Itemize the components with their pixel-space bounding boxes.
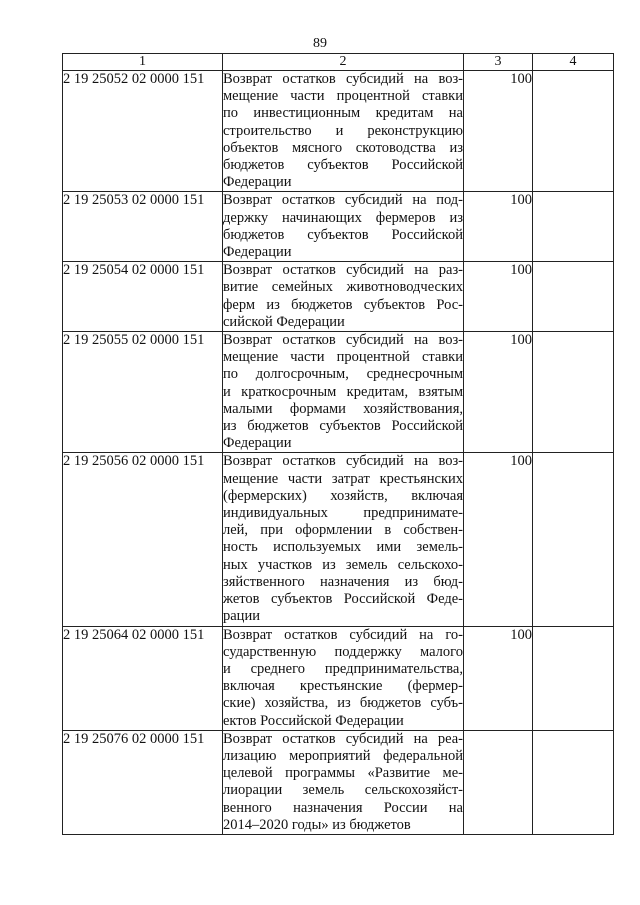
page-number: 89 <box>313 36 327 51</box>
description-line: ных участков из земель сельскохо- <box>223 556 463 573</box>
description-line: сударственную поддержку малого <box>223 643 463 660</box>
description-line: целевой программы «Развитие ме- <box>223 765 463 782</box>
column-4-cell <box>533 71 614 192</box>
table-row <box>63 730 614 834</box>
column-4-cell <box>533 626 614 730</box>
description-line: держку начинающих фермеров из <box>223 209 463 226</box>
description-line: по инвестиционным кредитам на <box>223 105 463 122</box>
description-line: лей, при оформлении в собствен- <box>223 522 463 539</box>
description-line: (фермерских) хозяйств, включая <box>223 487 463 504</box>
budget-code-cell: 2 19 25053 02 0000 151 <box>63 192 223 262</box>
table-header <box>63 54 614 71</box>
description-line: венного назначения России на <box>223 799 463 816</box>
description-cell <box>223 71 464 192</box>
description-line: Возврат остатков субсидий на воз- <box>223 453 463 470</box>
amount-cell: 100 <box>464 332 533 453</box>
description-line: по долгосрочным, среднесрочным <box>223 366 463 383</box>
description-line: строительство и реконструкцию <box>223 122 463 139</box>
description-line: включая крестьянские (фермер- <box>223 678 463 695</box>
description-line: 2014–2020 годы» из бюджетов <box>223 816 411 833</box>
description-line: Возврат остатков субсидий на под- <box>223 192 463 209</box>
budget-code-cell: 2 19 25055 02 0000 151 <box>63 332 223 453</box>
description-cell <box>223 192 464 262</box>
description-line: Возврат остатков субсидий на воз- <box>223 71 463 87</box>
budget-table <box>62 53 614 835</box>
description-line: Федерации <box>223 435 292 452</box>
column-4-cell <box>533 192 614 262</box>
description-line: мещение части затрат крестьянских <box>223 470 463 487</box>
table-row <box>63 453 614 626</box>
amount-cell <box>464 730 533 834</box>
description-line: объектов мясного скотоводства из <box>223 139 463 156</box>
table-body <box>63 71 614 835</box>
description-line: и краткосрочным кредитам, взятым <box>223 383 463 400</box>
description-cell <box>223 332 464 453</box>
description-line: лизацию мероприятий федеральной <box>223 747 463 764</box>
description-line: Федерации <box>223 244 292 261</box>
description-line: бюджетов субъектов Российской <box>223 226 463 243</box>
amount-cell: 100 <box>464 192 533 262</box>
budget-code-cell: 2 19 25064 02 0000 151 <box>63 626 223 730</box>
budget-code-cell: 2 19 25052 02 0000 151 <box>63 71 223 192</box>
table-row <box>63 332 614 453</box>
description-cell <box>223 262 464 332</box>
header-col-1: 1 <box>63 54 223 71</box>
description-line: Федерации <box>223 174 292 191</box>
description-line: ектов Российской Федерации <box>223 712 404 729</box>
table-row <box>63 71 614 192</box>
header-col-2: 2 <box>223 54 464 71</box>
description-line: рации <box>223 608 260 625</box>
amount-cell: 100 <box>464 71 533 192</box>
column-4-cell <box>533 262 614 332</box>
description-line: витие семейных животноводческих <box>223 279 463 296</box>
description-line: Возврат остатков субсидий на го- <box>223 626 463 643</box>
table-row <box>63 192 614 262</box>
description-line: Возврат остатков субсидий на реа- <box>223 730 463 747</box>
table-row <box>63 262 614 332</box>
description-cell <box>223 453 464 626</box>
description-line: Возврат остатков субсидий на воз- <box>223 332 463 349</box>
description-line: мещение части процентной ставки <box>223 88 463 105</box>
description-line: индивидуальных предпринимате- <box>223 505 463 522</box>
budget-code-cell: 2 19 25054 02 0000 151 <box>63 262 223 332</box>
description-line: сийской Федерации <box>223 313 345 330</box>
description-line: зяйственного назначения из бюд- <box>223 573 463 590</box>
column-4-cell <box>533 730 614 834</box>
description-line: ность используемых ими земель- <box>223 539 463 556</box>
amount-cell: 100 <box>464 626 533 730</box>
description-line: лиорации земель сельскохозяйст- <box>223 782 463 799</box>
description-line: ские) хозяйства, из бюджетов субъ- <box>223 695 463 712</box>
description-line: Возврат остатков субсидий на раз- <box>223 262 463 279</box>
column-4-cell <box>533 332 614 453</box>
description-line: жетов субъектов Российской Феде- <box>223 591 463 608</box>
description-line: и среднего предпринимательства, <box>223 660 463 677</box>
header-col-4: 4 <box>533 54 614 71</box>
description-cell <box>223 730 464 834</box>
description-line: малыми формами хозяйствования, <box>223 400 463 417</box>
header-col-3: 3 <box>464 54 533 71</box>
description-line: из бюджетов субъектов Российской <box>223 418 463 435</box>
description-line: мещение части процентной ставки <box>223 349 463 366</box>
description-line: ферм из бюджетов субъектов Рос- <box>223 296 463 313</box>
amount-cell: 100 <box>464 262 533 332</box>
column-4-cell <box>533 453 614 626</box>
description-line: бюджетов субъектов Российской <box>223 157 463 174</box>
budget-code-cell: 2 19 25056 02 0000 151 <box>63 453 223 626</box>
budget-code-cell: 2 19 25076 02 0000 151 <box>63 730 223 834</box>
amount-cell: 100 <box>464 453 533 626</box>
table-row <box>63 626 614 730</box>
description-cell <box>223 626 464 730</box>
